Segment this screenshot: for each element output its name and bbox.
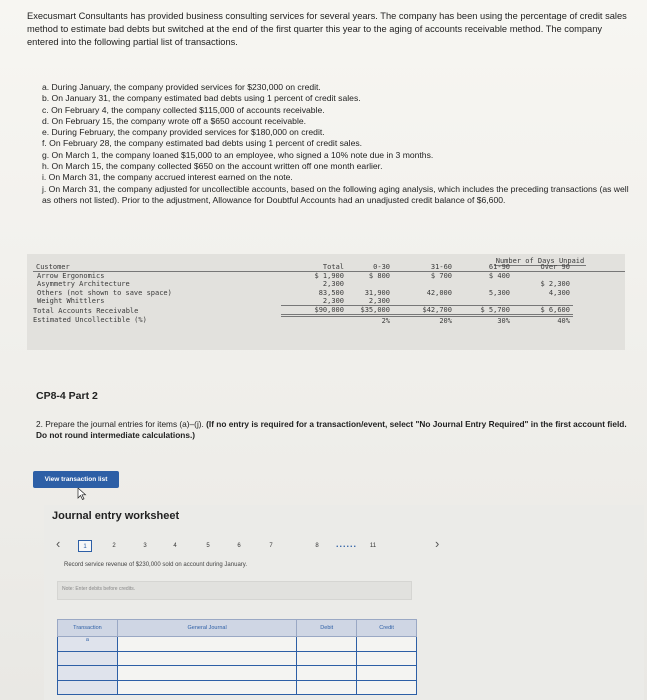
debit-field[interactable]: [297, 651, 357, 666]
list-item: f. On February 28, the company estimated bad debts using 1 percent of credit sales.: [42, 138, 363, 149]
cell-over-90: [513, 272, 573, 281]
cell-total: 83,500: [318, 288, 344, 297]
percent-row: [33, 316, 625, 326]
header-0-30: 0-30: [347, 263, 393, 272]
transaction-cell: [58, 651, 118, 666]
list-item: i. On March 31, the company accrued interest earned on the note.: [42, 172, 293, 183]
list-item: h. On March 15, the company collected $650 on the account written off one month earlier.: [42, 161, 383, 172]
cell-61-90: 5,300: [488, 288, 510, 297]
table-row: [58, 651, 417, 666]
cell-over-90: 4,300: [548, 288, 570, 297]
cell-0-30: [347, 280, 393, 288]
cell-61-90: $ 400: [488, 272, 510, 281]
cell-31-60: [393, 280, 455, 288]
page-button-4[interactable]: 4: [173, 543, 177, 549]
instructions-note: (If no entry is required for a transaction/event, select "No Journal Entry Required" in the first account field. Do not round intermediate calculations.): [36, 419, 627, 440]
table-row: [58, 680, 417, 695]
table-row: [58, 666, 417, 681]
credit-field[interactable]: [357, 666, 417, 681]
cell-over-90: $ 2,300: [540, 280, 570, 289]
table-header-row: [58, 620, 417, 637]
cell-total: 2,300: [322, 280, 344, 289]
mouse-cursor-icon: [77, 488, 87, 500]
customer-name: Weight Whittlers: [37, 297, 105, 306]
worksheet-pager: [52, 536, 632, 556]
percent-label: Estimated Uncollectible (%): [33, 316, 147, 325]
debit-field[interactable]: [297, 637, 357, 652]
instructions-main: 2. Prepare the journal entries for items (a)–(j).: [36, 419, 204, 429]
credit-field[interactable]: [357, 680, 417, 695]
cell-31-60: $ 700: [430, 272, 452, 281]
total-label: Total Accounts Receivable: [33, 306, 139, 315]
transaction-cell: a: [58, 637, 118, 652]
table-row: [33, 272, 625, 281]
pct-0-30: 2%: [381, 317, 390, 326]
page-button-11[interactable]: 11: [369, 543, 377, 549]
journal-entry-worksheet: [44, 505, 644, 700]
cell-total: 2,300: [281, 297, 347, 306]
table-row: [33, 297, 625, 306]
list-item: c. On February 4, the company collected $115,000 of accounts receivable.: [42, 104, 325, 115]
header-transaction: Transaction: [58, 620, 118, 637]
intro-paragraph: Execusmart Consultants has provided business consulting services for several years. The company has been using the percentage of credit sales method to estimate bad debts but switched at the end of the first quarter this year to the aging of accounts receivable method. The company entered into the following partial list of transactions.: [27, 11, 627, 47]
part-title: CP8-4 Part 2: [36, 390, 98, 402]
page-button-2[interactable]: 2: [112, 543, 116, 549]
cell-31-60: [393, 297, 455, 306]
pager-ellipsis: ......: [336, 539, 358, 549]
page-button-5[interactable]: 5: [206, 543, 210, 549]
page-button-1[interactable]: 1: [78, 540, 92, 552]
cell-0-30: $ 800: [368, 272, 390, 281]
cell-31-60: $42,700: [393, 306, 455, 316]
account-field[interactable]: [117, 666, 296, 681]
note-text: Note: Enter debits before credits.: [62, 586, 136, 592]
pct-61-90: 30%: [497, 317, 510, 326]
header-over-90: Over 90: [513, 263, 573, 272]
header-debit: Debit: [297, 620, 357, 637]
header-customer: Customer: [33, 263, 281, 272]
header-61-90: 61-90: [455, 263, 513, 272]
page-button-7[interactable]: 7: [269, 543, 273, 549]
debit-field[interactable]: [297, 666, 357, 681]
record-instruction: Record service revenue of $230,000 sold on account during January.: [64, 562, 248, 568]
header-31-60: 31-60: [393, 263, 455, 272]
header-credit: Credit: [357, 620, 417, 637]
transaction-list: [42, 82, 632, 206]
cell-31-60: 42,000: [426, 288, 452, 297]
total-row: [33, 306, 625, 316]
cell-0-30: 2,300: [347, 297, 393, 306]
debit-field[interactable]: [297, 680, 357, 695]
cell-over-90: $ 6,600: [513, 306, 573, 316]
list-item: d. On February 15, the company wrote off a $650 account receivable.: [42, 115, 307, 126]
instructions: [36, 419, 636, 441]
header-total: Total: [281, 263, 347, 272]
cell-61-90: [455, 280, 513, 288]
header-general-journal: General Journal: [117, 620, 296, 637]
customer-name: Others (not shown to save space): [37, 288, 172, 297]
view-transaction-list-button[interactable]: View transaction list: [33, 471, 119, 488]
account-field[interactable]: [117, 680, 296, 695]
cell-61-90: $ 5,700: [455, 306, 513, 316]
pct-over-90: 40%: [557, 317, 570, 326]
customer-name: Asymmetry Architecture: [37, 280, 130, 289]
days-unpaid-header: Number of Days Unpaid: [495, 257, 585, 265]
account-field[interactable]: [117, 637, 296, 652]
transaction-cell: [58, 680, 118, 695]
page-button-3[interactable]: 3: [143, 543, 147, 549]
list-item: b. On January 31, the company estimated bad debts using 1 percent of credit sales.: [42, 93, 361, 104]
account-field[interactable]: [117, 651, 296, 666]
credit-field[interactable]: [357, 651, 417, 666]
chevron-left-icon[interactable]: ‹: [56, 536, 61, 551]
page-button-8[interactable]: 8: [315, 543, 319, 549]
journal-entry-table: [57, 619, 417, 695]
cell-0-30: 31,900: [364, 288, 390, 297]
worksheet-title: Journal entry worksheet: [52, 510, 180, 522]
cell-over-90: [513, 297, 573, 306]
customer-name: Arrow Ergonomics: [37, 272, 105, 281]
chevron-right-icon[interactable]: ›: [435, 536, 440, 551]
table-row: [33, 289, 625, 297]
transaction-cell: [58, 666, 118, 681]
aging-analysis-table: [27, 254, 625, 350]
credit-field[interactable]: [357, 637, 417, 652]
pct-31-60: 20%: [439, 317, 452, 326]
cell-total: $90,000: [281, 306, 347, 316]
cell-0-30: $35,000: [347, 306, 393, 316]
table-row: [58, 637, 417, 652]
cell-total: $ 1,900: [314, 272, 344, 281]
cell-61-90: [455, 297, 513, 306]
list-item: a. During January, the company provided services for $230,000 on credit.: [42, 82, 321, 92]
table-header-row: [33, 263, 625, 272]
list-item: e. During February, the company provided services for $180,000 on credit.: [42, 127, 325, 138]
note-box: [57, 581, 412, 600]
list-item: j. On March 31, the company adjusted for uncollectible accounts, based on the following aging analysis, which includes the preceding transactions (as well as others not listed). Prior to the adjustment, Allowance for Doubtful Accounts had an unadjusted credit balance of $6,600.: [42, 183, 629, 205]
page-button-6[interactable]: 6: [237, 543, 241, 549]
list-item: g. On March 1, the company loaned $15,000 to an employee, who signed a 10% note due in 3 months.: [42, 149, 434, 160]
table-row: [33, 280, 625, 288]
